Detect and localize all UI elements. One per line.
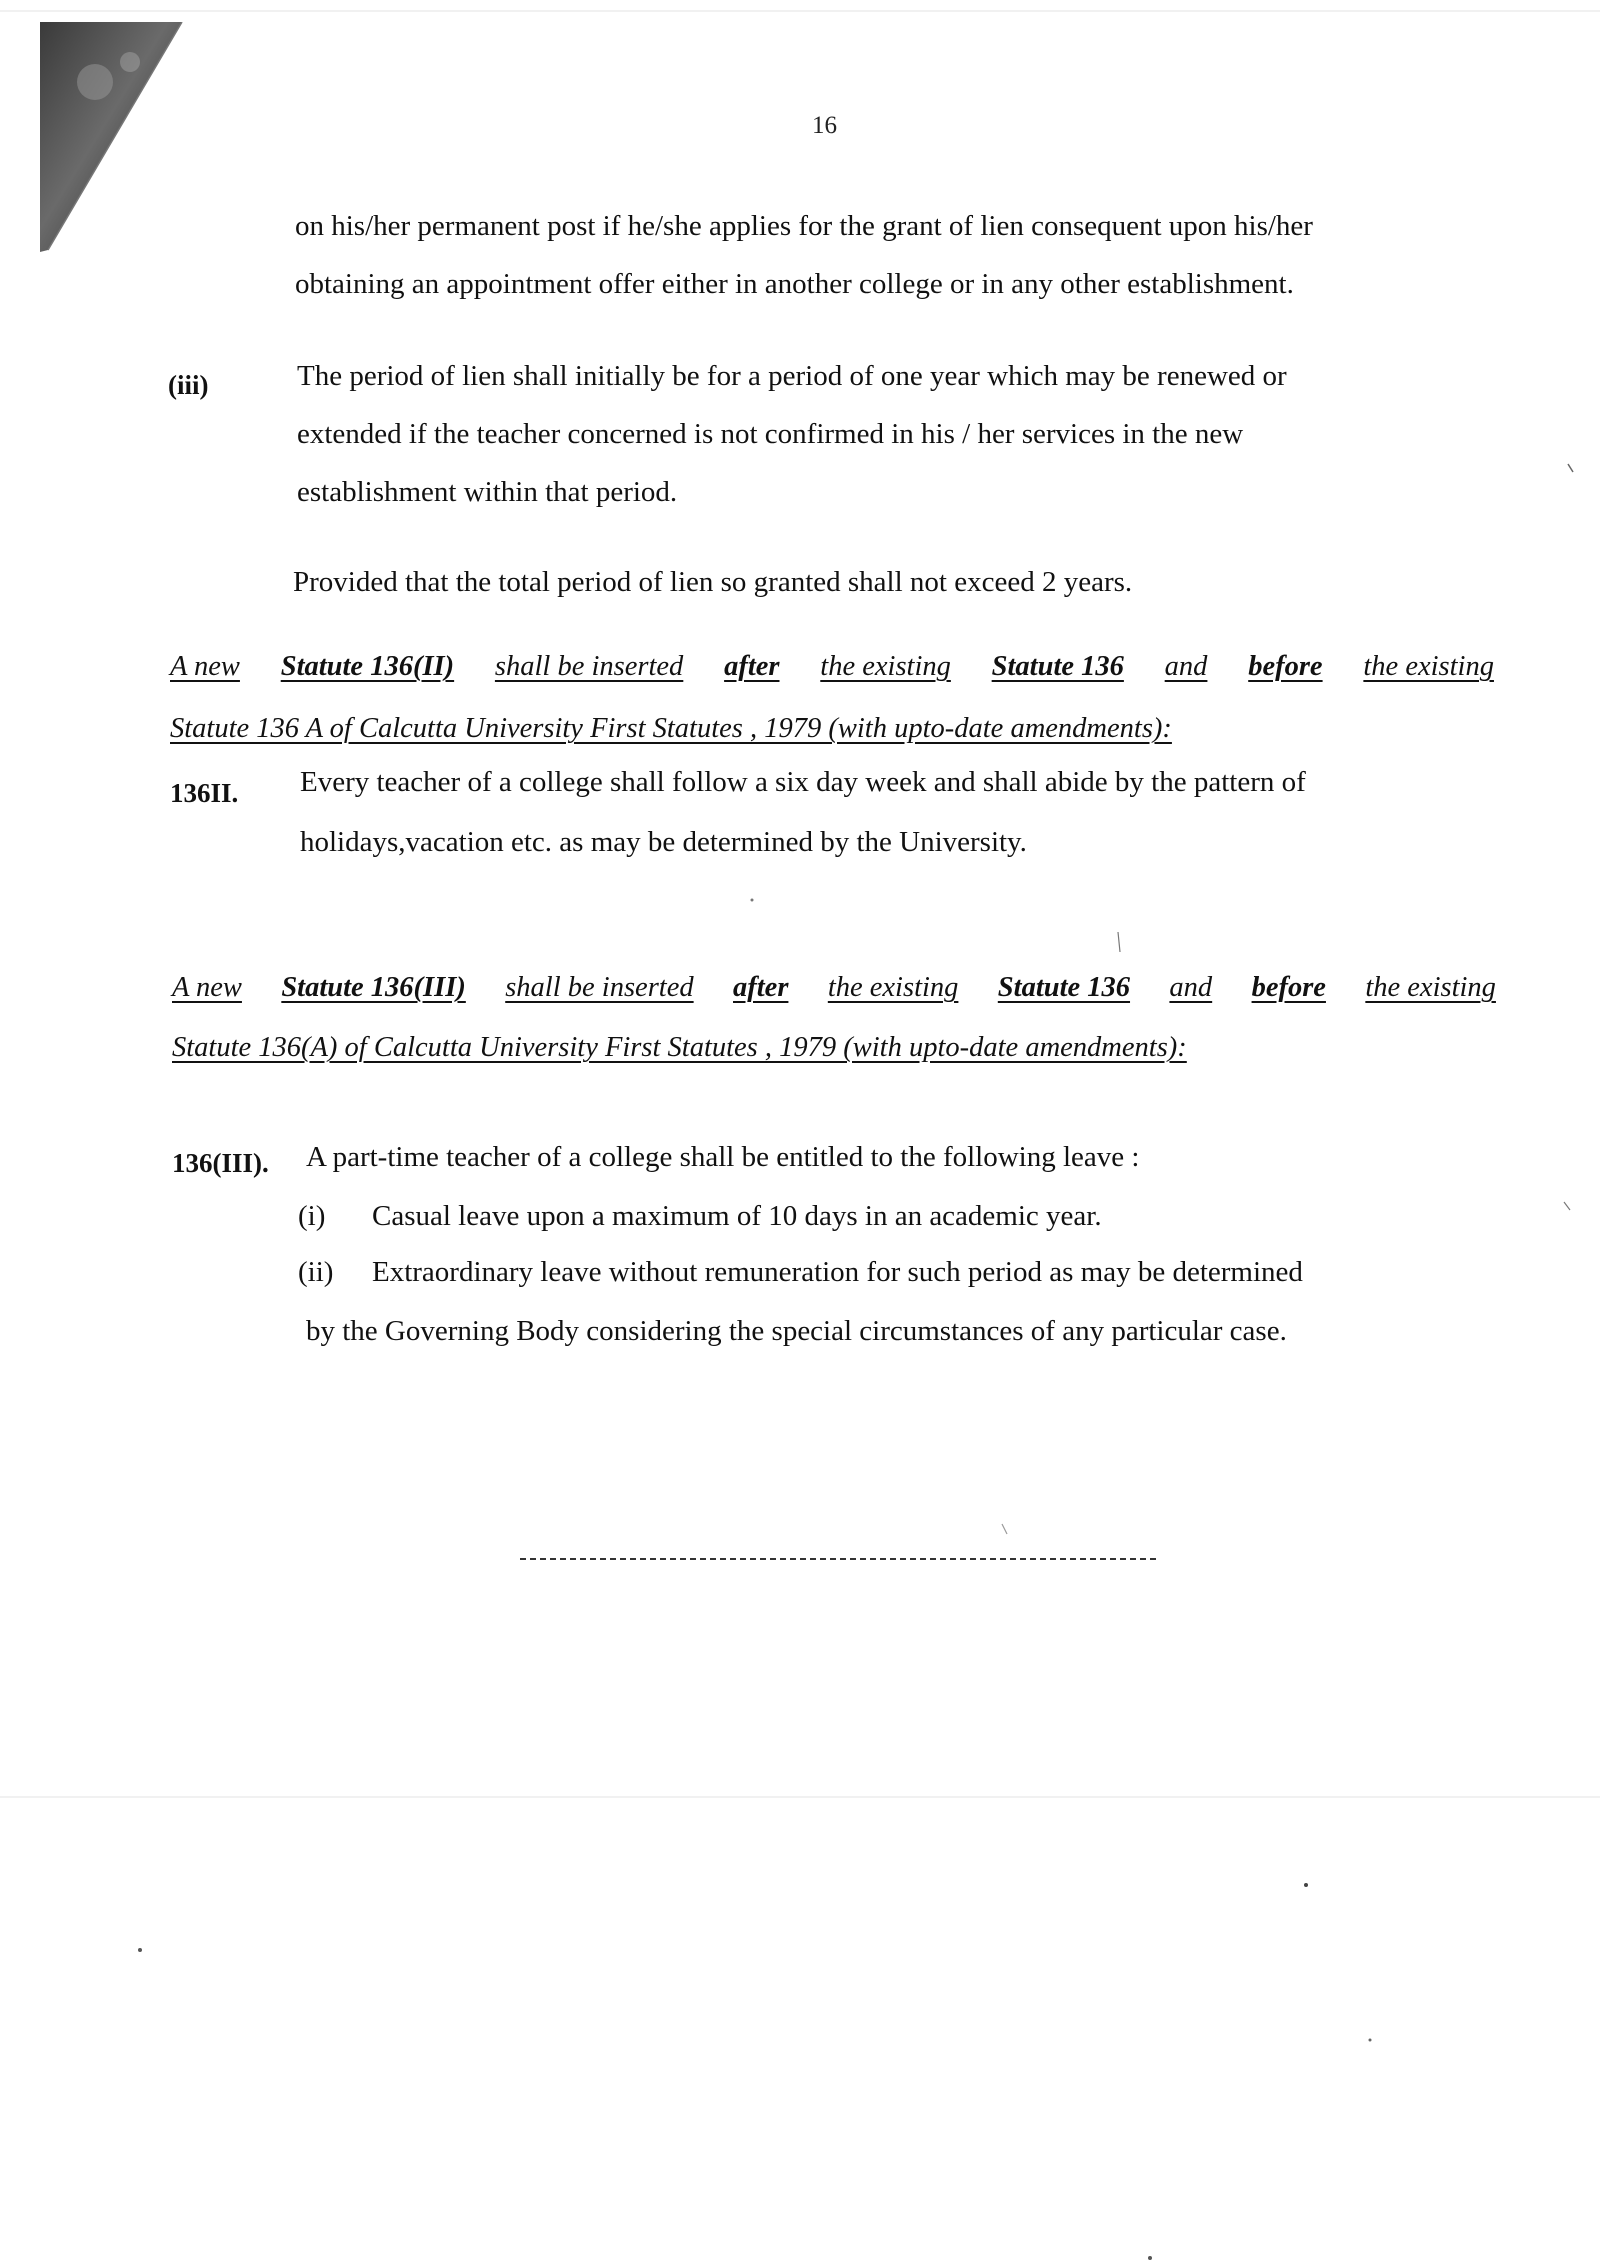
end-of-section-rule [520, 1558, 1156, 1560]
clause-iii-line-2: extended if the teacher concerned is not confirmed in his / her services in the new [297, 418, 1244, 450]
clause-iii-line-1: The period of lien shall initially be for a period of one year which may be renewed or [297, 360, 1287, 392]
leave-item-ii-continuation: by the Governing Body considering the special circumstances of any particular case. [306, 1315, 1287, 1347]
scan-edge-top [0, 10, 1600, 12]
leave-item-ii-text: Extraordinary leave without remuneration for such period as may be determined [372, 1256, 1303, 1288]
statute-136iii-intro: A part-time teacher of a college shall be entitled to the following leave : [306, 1141, 1140, 1173]
leave-item-ii-label: (ii) [298, 1256, 334, 1288]
proviso-text: Provided that the total period of lien so granted shall not exceed 2 years. [293, 566, 1133, 598]
amendment-ii-heading-line-1: A new Statute 136(II) shall be inserted after the existing Statute 136 and before the existing [170, 651, 1494, 682]
statute-136ii-marker: 136II. [170, 778, 239, 808]
leave-item-i-text: Casual leave upon a maximum of 10 days in an academic year. [372, 1200, 1102, 1232]
clause-iii-marker: (iii) [168, 370, 209, 400]
statute-136ii-line-1: Every teacher of a college shall follow a six day week and shall abide by the pattern of [300, 766, 1306, 798]
amendment-iii-heading-line-2: Statute 136(A) of Calcutta University First Statutes , 1979 (with upto-date amendments): [172, 1032, 1187, 1063]
statute-136iii-marker: 136(III). [172, 1148, 269, 1178]
continuation-line-1: on his/her permanent post if he/she applies for the grant of lien consequent upon his/her [295, 210, 1313, 242]
scan-edge-fold [0, 1796, 1600, 1798]
continuation-line-2: obtaining an appointment offer either in another college or in any other establishment. [295, 268, 1294, 300]
amendment-ii-heading-line-2: Statute 136 A of Calcutta University First Statutes , 1979 (with upto-date amendments): [170, 713, 1172, 744]
page-number: 16 [812, 112, 837, 139]
leave-item-i-label: (i) [298, 1200, 326, 1232]
amendment-iii-heading-line-1: A new Statute 136(III) shall be inserted after the existing Statute 136 and before the existing [172, 972, 1496, 1003]
scan-corner-shadow [40, 22, 190, 252]
clause-iii-line-3: establishment within that period. [297, 476, 678, 508]
statute-136ii-line-2: holidays,vacation etc. as may be determined by the University. [300, 826, 1027, 858]
